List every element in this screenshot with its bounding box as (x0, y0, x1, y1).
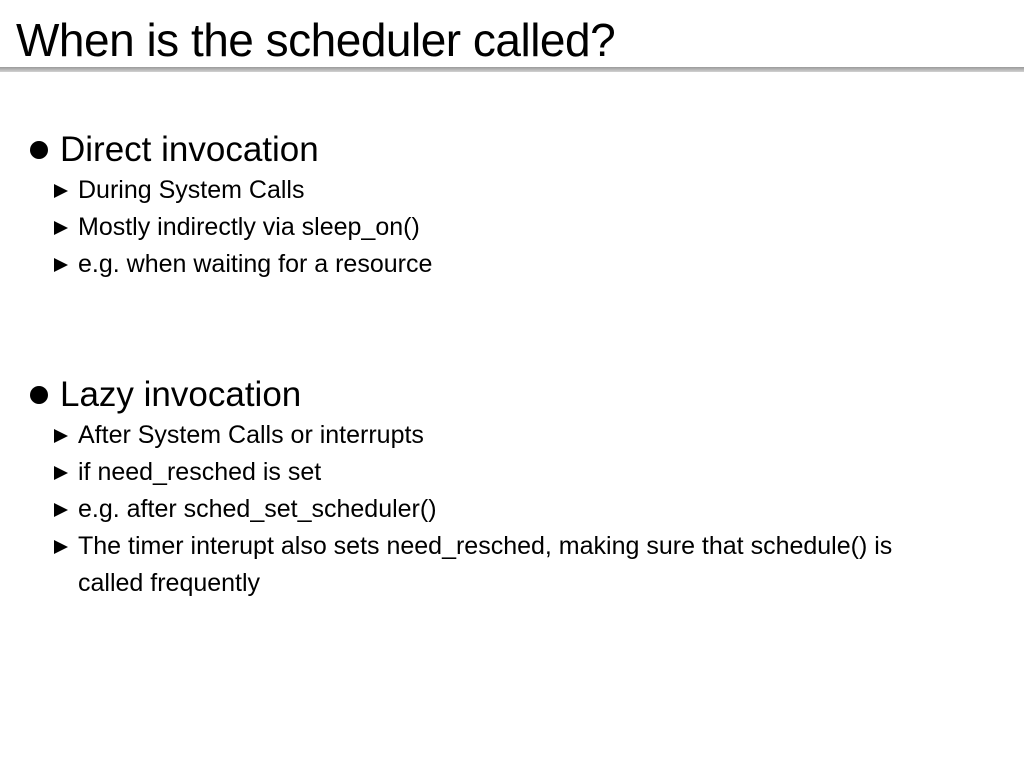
sub-bullet-item (54, 246, 914, 283)
triangle-bullet-icon (54, 540, 68, 554)
triangle-bullet-icon (54, 429, 68, 443)
triangle-bullet-icon (54, 258, 68, 272)
triangle-bullet-icon (54, 503, 68, 517)
sub-bullet-text: if need_resched is set (78, 458, 322, 486)
triangle-bullet-icon (54, 184, 68, 198)
bullet-dot-icon (30, 386, 48, 404)
title-divider (0, 67, 1024, 72)
sub-bullet-text: e.g. when waiting for a resource (78, 250, 433, 278)
sub-bullet-list (30, 417, 990, 602)
triangle-bullet-icon (54, 221, 68, 235)
sub-bullet-text: The timer interupt also sets need_resched, making sure that schedule() is called frequently (78, 532, 893, 597)
section-direct-invocation (30, 130, 990, 283)
sub-bullet-item (54, 491, 914, 528)
section-heading-row (30, 130, 990, 170)
section-heading: Direct invocation (60, 130, 319, 169)
section-heading: Lazy invocation (60, 375, 302, 414)
sub-bullet-item (54, 417, 914, 454)
section-heading-row (30, 375, 990, 415)
sub-bullet-item (54, 172, 914, 209)
sub-bullet-text: After System Calls or interrupts (78, 421, 424, 449)
sub-bullet-text: e.g. after sched_set_scheduler() (78, 495, 437, 523)
sub-bullet-text: During System Calls (78, 176, 305, 204)
sub-bullet-item (54, 454, 914, 491)
sub-bullet-item (54, 209, 914, 246)
slide-title: When is the scheduler called? (16, 14, 616, 66)
bullet-dot-icon (30, 141, 48, 159)
triangle-bullet-icon (54, 466, 68, 480)
sub-bullet-list (30, 172, 990, 283)
section-lazy-invocation (30, 375, 990, 602)
sub-bullet-item (54, 528, 914, 602)
sub-bullet-text: Mostly indirectly via sleep_on() (78, 213, 420, 241)
